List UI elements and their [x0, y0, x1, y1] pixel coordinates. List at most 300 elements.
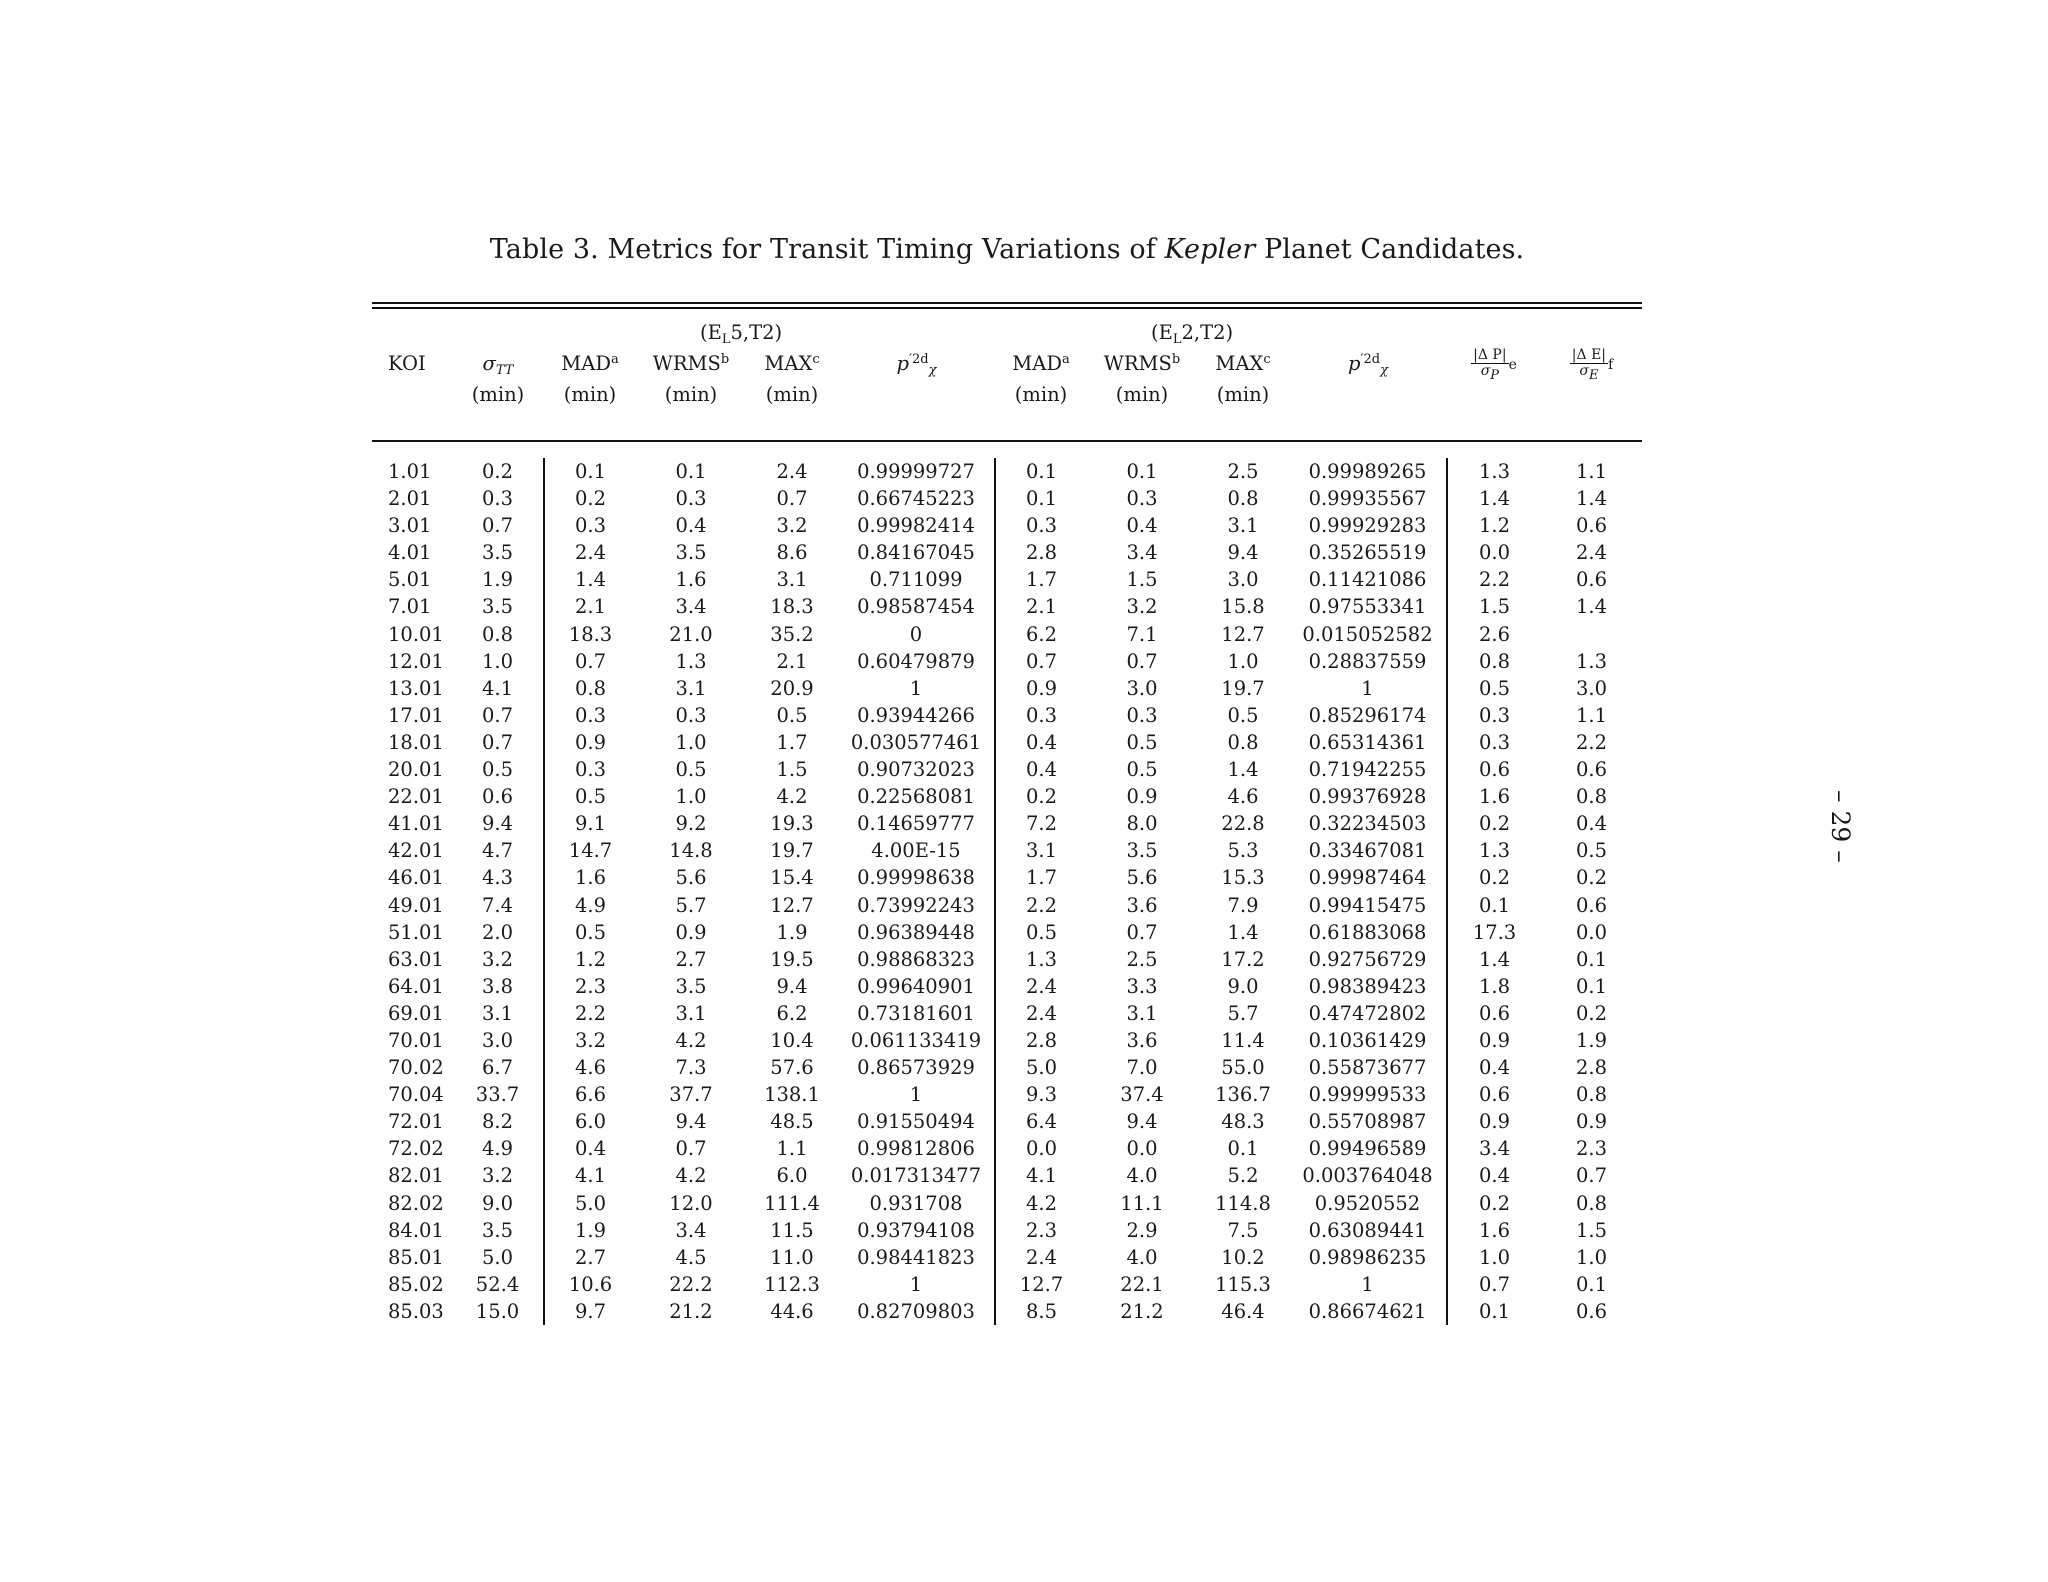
cell-p-chi-el2: 1: [1289, 1271, 1447, 1298]
cell-sigma-tt: 3.2: [452, 1162, 544, 1189]
cell-delta-p: 0.6: [1478, 1001, 1510, 1025]
cell-max-el2: 0.1: [1227, 1137, 1259, 1161]
cell-wrms-el5: 1.6: [675, 568, 707, 592]
cell-wrms-el2: 2.9: [1126, 1218, 1158, 1242]
col-wrms-1: WRMS$^b$: [652, 352, 730, 375]
cell-sigma-tt: 4.3: [452, 864, 544, 891]
cell-sigma-tt: 3.8: [452, 973, 544, 1000]
cell-sigma-tt: 0.2: [452, 458, 544, 485]
cell-wrms-el5: 5.7: [675, 893, 707, 917]
cell-koi: 10.01: [388, 622, 444, 646]
unit-mad-1: (min): [563, 383, 617, 406]
cell-delta-p: 1.4: [1478, 947, 1510, 971]
cell-max-el5: 1.7: [776, 730, 808, 754]
cell-max-el5: 0.7: [776, 487, 808, 511]
caption-italic: Kepler: [1164, 234, 1256, 265]
col-p-chi-1: $p^{'2d}_\chi$: [896, 352, 937, 378]
cell-koi: 72.02: [388, 1137, 444, 1161]
table-row: [372, 1135, 1642, 1162]
header-bottom-rule: [372, 440, 1642, 442]
cell-mad-el2: 12.7: [1019, 1272, 1064, 1296]
cell-koi: 70.02: [388, 1056, 444, 1080]
cell-max-el5: 6.0: [776, 1164, 808, 1188]
cell-max-el5: 0.5: [776, 703, 808, 727]
cell-max-el5: 11.0: [770, 1245, 814, 1269]
cell-mad-el5: 6.6: [574, 1083, 606, 1107]
header-unit-row: [372, 380, 1642, 410]
table-row: [372, 458, 1642, 485]
cell-mad-el5: 1.4: [574, 568, 606, 592]
cell-mad-el2: 0.9: [1025, 676, 1057, 700]
cell-delta-p: 0.6: [1478, 1083, 1510, 1107]
cell-mad-el2: 0.0: [1025, 1137, 1057, 1161]
cell-koi: 64.01: [388, 974, 444, 998]
cell-sigma-tt: 3.5: [452, 1217, 544, 1244]
cell-koi: 70.01: [388, 1028, 444, 1052]
top-double-rule-1: [372, 302, 1642, 304]
cell-delta-e: 0.1: [1575, 1272, 1607, 1296]
unit-mad-2: (min): [1014, 383, 1068, 406]
cell-mad-el5: 4.9: [574, 893, 606, 917]
cell-delta-p: 1.2: [1478, 514, 1510, 538]
cell-wrms-el5: 12.0: [669, 1191, 713, 1215]
group-label-el5: $(E_L5,T2)$: [700, 321, 783, 347]
cell-delta-e: 0.6: [1575, 514, 1607, 538]
table-row: [372, 593, 1642, 620]
cell-mad-el2: 3.1: [1025, 839, 1057, 863]
table-row: [372, 566, 1642, 593]
cell-mad-el5: 3.2: [574, 1028, 606, 1052]
header-label-row: [372, 348, 1642, 380]
cell-delta-e: 2.4: [1575, 541, 1607, 565]
cell-wrms-el2: 0.3: [1126, 487, 1158, 511]
caption-suffix: Planet Candidates.: [1255, 234, 1525, 265]
cell-max-el2: 0.8: [1227, 487, 1259, 511]
cell-delta-e: 1.3: [1575, 649, 1607, 673]
cell-koi: 85.03: [388, 1299, 444, 1323]
cell-wrms-el2: 3.6: [1126, 1028, 1158, 1052]
cell-max-el5: 44.6: [770, 1299, 814, 1323]
cell-koi: 5.01: [388, 568, 432, 592]
cell-p-chi-el5: 0.91550494: [838, 1108, 995, 1135]
col-wrms-2: WRMS$^b$: [1103, 352, 1181, 375]
cell-wrms-el2: 3.3: [1126, 974, 1158, 998]
cell-wrms-el5: 3.5: [675, 541, 707, 565]
cell-p-chi-el5: 0.96389448: [838, 919, 995, 946]
cell-mad-el2: 0.5: [1025, 920, 1057, 944]
cell-max-el2: 5.2: [1227, 1164, 1259, 1188]
cell-p-chi-el2: 0.61883068: [1289, 919, 1447, 946]
cell-p-chi-el2: 1: [1289, 675, 1447, 702]
cell-delta-p: 0.9: [1478, 1110, 1510, 1134]
cell-wrms-el5: 3.4: [675, 595, 707, 619]
cell-p-chi-el2: 0.71942255: [1289, 756, 1447, 783]
cell-wrms-el2: 0.7: [1126, 649, 1158, 673]
cell-wrms-el5: 0.7: [675, 1137, 707, 1161]
cell-sigma-tt: 0.7: [452, 512, 544, 539]
cell-delta-e: 0.4: [1575, 812, 1607, 836]
cell-p-chi-el2: 0.65314361: [1289, 729, 1447, 756]
cell-wrms-el2: 4.0: [1126, 1164, 1158, 1188]
cell-delta-p: 0.4: [1478, 1056, 1510, 1080]
cell-max-el5: 57.6: [770, 1056, 814, 1080]
cell-koi: 82.01: [388, 1164, 444, 1188]
cell-wrms-el2: 3.4: [1126, 541, 1158, 565]
cell-max-el5: 2.4: [776, 460, 808, 483]
cell-koi: 20.01: [388, 758, 444, 782]
cell-delta-p: 1.3: [1478, 839, 1510, 863]
cell-max-el5: 48.5: [770, 1110, 814, 1134]
cell-p-chi-el5: 0.66745223: [838, 485, 995, 512]
cell-max-el5: 4.2: [776, 785, 808, 809]
cell-p-chi-el5: 0.90732023: [838, 756, 995, 783]
table-row: [372, 946, 1642, 973]
cell-delta-e: 1.4: [1575, 595, 1607, 619]
cell-max-el2: 10.2: [1221, 1245, 1265, 1269]
col-mad-1: MAD$^a$: [561, 352, 619, 375]
cell-mad-el2: 2.1: [1025, 595, 1057, 619]
cell-delta-e: 0.5: [1575, 839, 1607, 863]
cell-max-el2: 19.7: [1221, 676, 1265, 700]
cell-max-el2: 9.0: [1227, 974, 1259, 998]
cell-max-el5: 19.5: [770, 947, 814, 971]
cell-mad-el2: 0.1: [1025, 460, 1057, 483]
cell-wrms-el5: 21.2: [669, 1299, 713, 1323]
cell-max-el5: 19.7: [770, 839, 814, 863]
unit-max-2: (min): [1216, 383, 1270, 406]
cell-delta-p: 0.1: [1478, 1299, 1510, 1323]
cell-sigma-tt: 2.0: [452, 919, 544, 946]
cell-delta-e: 3.0: [1575, 676, 1607, 700]
cell-mad-el5: 0.2: [574, 487, 606, 511]
cell-p-chi-el5: 0.98868323: [838, 946, 995, 973]
cell-p-chi-el5: 0.98441823: [838, 1244, 995, 1271]
cell-delta-p: 0.7: [1478, 1272, 1510, 1296]
cell-sigma-tt: 3.1: [452, 1000, 544, 1027]
cell-delta-p: 0.5: [1478, 676, 1510, 700]
cell-mad-el5: 1.9: [574, 1218, 606, 1242]
table-row: [372, 675, 1642, 702]
cell-koi: 1.01: [388, 460, 432, 483]
cell-mad-el2: 6.4: [1025, 1110, 1057, 1134]
cell-delta-p: 0.2: [1478, 812, 1510, 836]
cell-delta-e: 0.6: [1575, 1299, 1607, 1323]
cell-max-el5: 10.4: [770, 1028, 814, 1052]
cell-wrms-el5: 3.1: [675, 1001, 707, 1025]
cell-wrms-el2: 2.5: [1126, 947, 1158, 971]
cell-p-chi-el5: 0: [838, 621, 995, 648]
cell-delta-p: 0.9: [1478, 1028, 1510, 1052]
cell-mad-el2: 2.8: [1025, 541, 1057, 565]
cell-delta-e: 0.8: [1575, 785, 1607, 809]
cell-delta-p: 0.1: [1478, 893, 1510, 917]
table-row: [372, 512, 1642, 539]
col-max-1: MAX$^c$: [764, 352, 820, 375]
cell-p-chi-el5: 1: [838, 1081, 995, 1108]
cell-wrms-el5: 2.7: [675, 947, 707, 971]
cell-koi: 7.01: [388, 595, 432, 619]
cell-max-el5: 3.1: [776, 568, 808, 592]
cell-max-el5: 19.3: [770, 812, 814, 836]
cell-max-el5: 20.9: [770, 676, 814, 700]
table-body: [372, 458, 1642, 1325]
cell-p-chi-el2: 0.98389423: [1289, 973, 1447, 1000]
cell-mad-el2: 0.4: [1025, 730, 1057, 754]
cell-max-el2: 7.9: [1227, 893, 1259, 917]
table-row: [372, 756, 1642, 783]
cell-sigma-tt: 3.5: [452, 539, 544, 566]
cell-p-chi-el2: 0.86674621: [1289, 1298, 1447, 1325]
cell-wrms-el5: 3.5: [675, 974, 707, 998]
cell-delta-p: 0.0: [1478, 541, 1510, 565]
cell-p-chi-el5: 1: [838, 675, 995, 702]
cell-p-chi-el2: 0.99935567: [1289, 485, 1447, 512]
cell-sigma-tt: 0.8: [452, 621, 544, 648]
cell-delta-e: 2.8: [1575, 1056, 1607, 1080]
cell-max-el2: 115.3: [1215, 1272, 1271, 1296]
cell-delta-p: 1.6: [1478, 785, 1510, 809]
cell-p-chi-el5: 0.84167045: [838, 539, 995, 566]
cell-delta-e: 0.6: [1575, 893, 1607, 917]
cell-wrms-el5: 9.4: [675, 1110, 707, 1134]
cell-max-el5: 12.7: [770, 893, 814, 917]
unit-wrms-2: (min): [1115, 383, 1169, 406]
cell-max-el2: 5.3: [1227, 839, 1259, 863]
cell-mad-el5: 2.3: [574, 974, 606, 998]
cell-p-chi-el2: 0.33467081: [1289, 837, 1447, 864]
cell-p-chi-el2: 0.10361429: [1289, 1027, 1447, 1054]
cell-p-chi-el5: 0.82709803: [838, 1298, 995, 1325]
cell-mad-el5: 14.7: [568, 839, 613, 863]
cell-wrms-el5: 0.3: [675, 487, 707, 511]
cell-wrms-el2: 11.1: [1120, 1191, 1164, 1215]
cell-delta-e: 1.0: [1575, 1245, 1607, 1269]
col-mad-2: MAD$^a$: [1012, 352, 1070, 375]
cell-max-el2: 1.4: [1227, 920, 1259, 944]
page-number: – 29 –: [1826, 790, 1855, 863]
table-row: [372, 1244, 1642, 1271]
cell-mad-el2: 0.3: [1025, 514, 1057, 538]
cell-p-chi-el2: 0.99999533: [1289, 1081, 1447, 1108]
cell-koi: 2.01: [388, 487, 432, 511]
col-delta-e: $\frac{\text{|Δ E|}}{\sigma_E}$ f: [1571, 347, 1614, 383]
cell-koi: 84.01: [388, 1218, 444, 1242]
cell-wrms-el2: 1.5: [1126, 568, 1158, 592]
cell-mad-el5: 0.3: [574, 514, 606, 538]
cell-mad-el2: 9.3: [1025, 1083, 1057, 1107]
cell-sigma-tt: 4.1: [452, 675, 544, 702]
cell-koi: 49.01: [388, 893, 444, 917]
group-label-el2: $(E_L2,T2)$: [1151, 321, 1234, 347]
table-row: [372, 1162, 1642, 1189]
cell-mad-el5: 10.6: [568, 1272, 613, 1296]
cell-wrms-el5: 1.3: [675, 649, 707, 673]
cell-mad-el2: 0.3: [1025, 703, 1057, 727]
cell-delta-e: 0.0: [1575, 920, 1607, 944]
cell-delta-e: 2.3: [1575, 1137, 1607, 1161]
cell-delta-p: 2.6: [1478, 622, 1510, 646]
cell-wrms-el2: 3.6: [1126, 893, 1158, 917]
cell-mad-el5: 0.1: [574, 460, 606, 483]
cell-p-chi-el5: 1: [838, 1271, 995, 1298]
cell-max-el5: 138.1: [764, 1083, 820, 1107]
cell-p-chi-el5: 0.99982414: [838, 512, 995, 539]
cell-wrms-el5: 22.2: [669, 1272, 713, 1296]
cell-max-el2: 17.2: [1221, 947, 1265, 971]
cell-delta-p: 0.6: [1478, 758, 1510, 782]
cell-wrms-el2: 0.0: [1126, 1137, 1158, 1161]
cell-delta-e: 0.2: [1575, 1001, 1607, 1025]
cell-koi: 4.01: [388, 541, 432, 565]
cell-delta-e: [1541, 621, 1642, 648]
cell-delta-e: 2.2: [1575, 730, 1607, 754]
cell-mad-el2: 5.0: [1025, 1056, 1057, 1080]
cell-mad-el5: 2.7: [574, 1245, 606, 1269]
cell-mad-el5: 6.0: [574, 1110, 606, 1134]
cell-delta-p: 2.2: [1478, 568, 1510, 592]
cell-wrms-el5: 14.8: [669, 839, 713, 863]
cell-delta-e: 0.6: [1575, 568, 1607, 592]
cell-p-chi-el5: 0.73181601: [838, 1000, 995, 1027]
cell-mad-el5: 18.3: [568, 622, 613, 646]
cell-max-el2: 0.8: [1227, 730, 1259, 754]
cell-delta-p: 0.2: [1478, 866, 1510, 890]
cell-mad-el2: 0.4: [1025, 758, 1057, 782]
cell-mad-el5: 0.5: [574, 785, 606, 809]
cell-wrms-el2: 3.5: [1126, 839, 1158, 863]
cell-max-el2: 5.7: [1227, 1001, 1259, 1025]
cell-p-chi-el2: 0.11421086: [1289, 566, 1447, 593]
table-row: [372, 729, 1642, 756]
cell-sigma-tt: 5.0: [452, 1244, 544, 1271]
cell-wrms-el5: 7.3: [675, 1056, 707, 1080]
cell-delta-p: 17.3: [1472, 920, 1517, 944]
cell-sigma-tt: 52.4: [452, 1271, 544, 1298]
cell-wrms-el5: 4.5: [675, 1245, 707, 1269]
cell-mad-el5: 0.3: [574, 758, 606, 782]
cell-sigma-tt: 4.9: [452, 1135, 544, 1162]
cell-p-chi-el5: 0.99999727: [838, 458, 995, 485]
cell-p-chi-el5: 0.99812806: [838, 1135, 995, 1162]
cell-max-el2: 114.8: [1215, 1191, 1271, 1215]
cell-mad-el5: 1.2: [574, 947, 606, 971]
cell-delta-p: 1.8: [1478, 974, 1510, 998]
cell-p-chi-el2: 0.99987464: [1289, 864, 1447, 891]
cell-max-el5: 18.3: [770, 595, 814, 619]
cell-mad-el5: 2.4: [574, 541, 606, 565]
cell-mad-el2: 4.2: [1025, 1191, 1057, 1215]
cell-mad-el5: 5.0: [574, 1191, 606, 1215]
cell-p-chi-el5: 0.030577461: [838, 729, 995, 756]
cell-p-chi-el2: 0.97553341: [1289, 593, 1447, 620]
cell-wrms-el5: 9.2: [675, 812, 707, 836]
cell-koi: 70.04: [388, 1083, 444, 1107]
cell-sigma-tt: 33.7: [452, 1081, 544, 1108]
cell-mad-el5: 4.1: [574, 1164, 606, 1188]
table-row: [372, 1217, 1642, 1244]
table-row: [372, 1000, 1642, 1027]
cell-koi: 51.01: [388, 920, 444, 944]
cell-delta-e: 0.2: [1575, 866, 1607, 890]
col-p-chi-2: $p^{'2d}_\chi$: [1348, 352, 1388, 378]
cell-mad-el2: 7.2: [1025, 812, 1057, 836]
cell-delta-p: 0.3: [1478, 730, 1510, 754]
cell-sigma-tt: 7.4: [452, 892, 544, 919]
cell-delta-e: 1.9: [1575, 1028, 1607, 1052]
cell-p-chi-el2: 0.55873677: [1289, 1054, 1447, 1081]
cell-mad-el5: 0.3: [574, 703, 606, 727]
cell-mad-el5: 2.2: [574, 1001, 606, 1025]
unit-wrms-1: (min): [664, 383, 718, 406]
cell-delta-e: 0.6: [1575, 758, 1607, 782]
cell-p-chi-el2: 0.28837559: [1289, 648, 1447, 675]
cell-max-el2: 1.0: [1227, 649, 1259, 673]
col-sigma-tt: $\sigma_{TT}$: [482, 352, 514, 378]
cell-mad-el2: 1.7: [1025, 866, 1057, 890]
cell-koi: 46.01: [388, 866, 444, 890]
cell-koi: 17.01: [388, 703, 444, 727]
cell-delta-p: 1.6: [1478, 1218, 1510, 1242]
cell-koi: 12.01: [388, 649, 444, 673]
cell-max-el2: 2.5: [1227, 460, 1259, 483]
cell-mad-el2: 8.5: [1025, 1299, 1057, 1323]
cell-max-el2: 0.5: [1227, 703, 1259, 727]
cell-koi: 85.02: [388, 1272, 444, 1296]
table-row: [372, 919, 1642, 946]
cell-sigma-tt: 3.0: [452, 1027, 544, 1054]
cell-p-chi-el5: 0.99998638: [838, 864, 995, 891]
table-row: [372, 973, 1642, 1000]
cell-max-el5: 15.4: [770, 866, 814, 890]
cell-max-el2: 15.8: [1221, 595, 1265, 619]
unit-max-1: (min): [765, 383, 819, 406]
cell-mad-el5: 1.6: [574, 866, 606, 890]
cell-max-el2: 15.3: [1221, 866, 1265, 890]
cell-p-chi-el2: 0.003764048: [1289, 1162, 1447, 1189]
caption-prefix: Table 3. Metrics for Transit Timing Variations of: [489, 234, 1165, 265]
cell-wrms-el5: 5.6: [675, 866, 707, 890]
table-row: [372, 783, 1642, 810]
cell-wrms-el2: 7.1: [1126, 622, 1158, 646]
cell-wrms-el2: 4.0: [1126, 1245, 1158, 1269]
cell-mad-el2: 2.3: [1025, 1218, 1057, 1242]
cell-p-chi-el5: 0.93794108: [838, 1217, 995, 1244]
cell-max-el2: 1.4: [1227, 758, 1259, 782]
table-row: [372, 648, 1642, 675]
cell-p-chi-el5: 0.931708: [838, 1190, 995, 1217]
table-row: [372, 837, 1642, 864]
cell-max-el2: 12.7: [1221, 622, 1265, 646]
cell-wrms-el2: 0.4: [1126, 514, 1158, 538]
cell-wrms-el2: 8.0: [1126, 812, 1158, 836]
col-max-2: MAX$^c$: [1215, 352, 1271, 375]
cell-wrms-el2: 0.9: [1126, 785, 1158, 809]
cell-mad-el2: 2.8: [1025, 1028, 1057, 1052]
cell-max-el2: 46.4: [1221, 1299, 1265, 1323]
cell-p-chi-el5: 0.14659777: [838, 810, 995, 837]
cell-p-chi-el5: 0.22568081: [838, 783, 995, 810]
cell-mad-el2: 1.3: [1025, 947, 1057, 971]
cell-wrms-el2: 0.7: [1126, 920, 1158, 944]
cell-p-chi-el5: 0.061133419: [838, 1027, 995, 1054]
cell-wrms-el2: 5.6: [1126, 866, 1158, 890]
cell-p-chi-el2: 0.85296174: [1289, 702, 1447, 729]
cell-wrms-el2: 21.2: [1120, 1299, 1164, 1323]
cell-mad-el5: 0.8: [574, 676, 606, 700]
cell-wrms-el5: 37.7: [669, 1083, 713, 1107]
cell-mad-el2: 0.2: [1025, 785, 1057, 809]
cell-sigma-tt: 9.0: [452, 1190, 544, 1217]
